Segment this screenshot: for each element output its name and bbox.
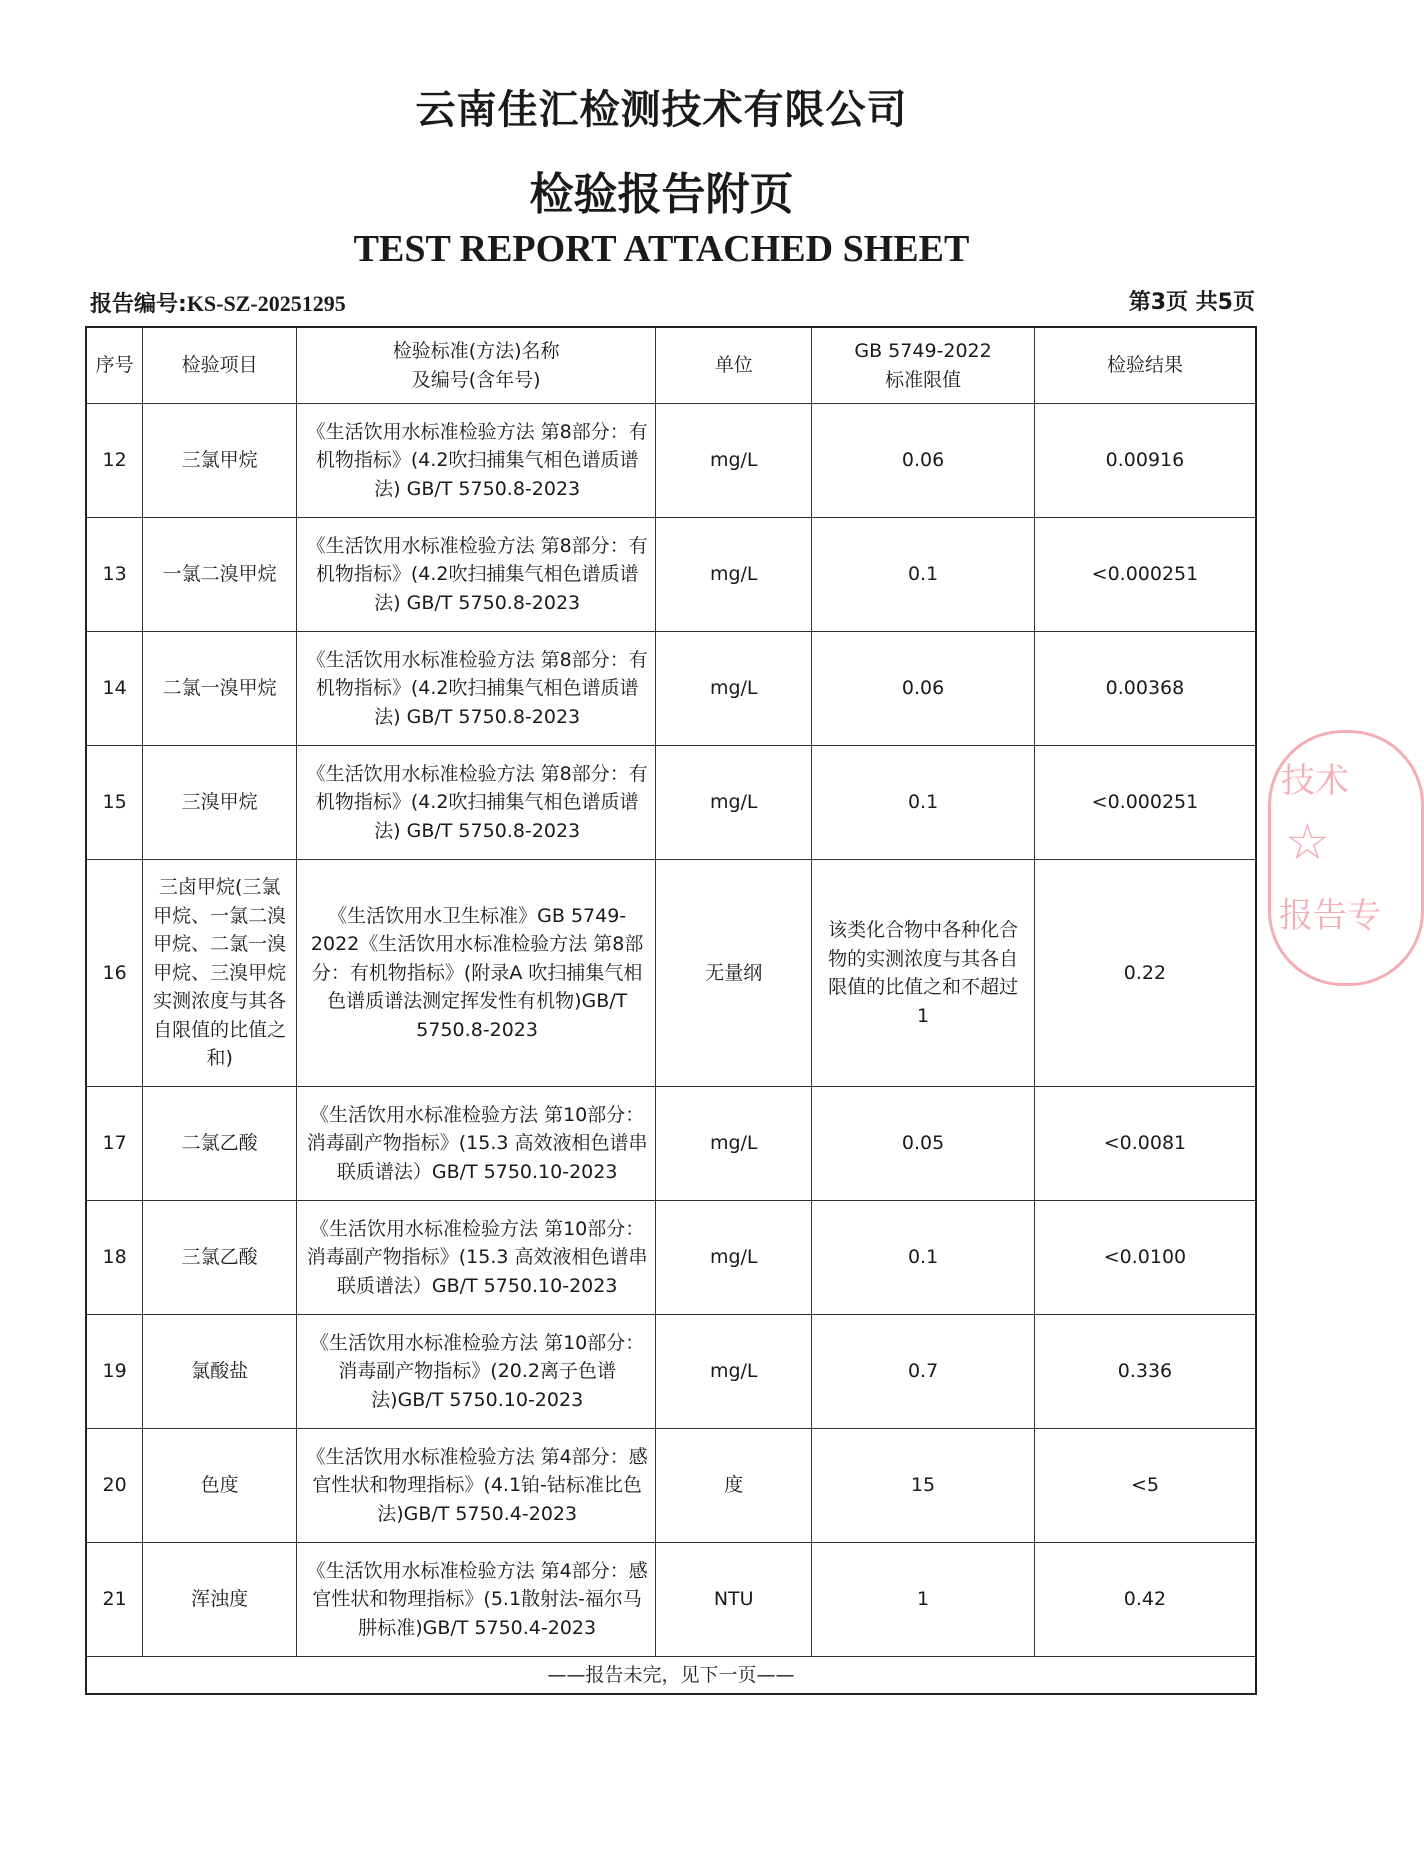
- row-no: 20: [86, 1429, 143, 1543]
- row-no: 14: [86, 632, 143, 746]
- col-header-result: 检验结果: [1034, 327, 1256, 404]
- company-name: 云南佳汇检测技术有限公司: [415, 87, 908, 133]
- row-item: 浑浊度: [143, 1543, 297, 1657]
- row-unit: mg/L: [656, 1315, 812, 1429]
- report-number-label: 报告编号:: [90, 292, 187, 317]
- table-footer-row: [86, 1657, 1256, 1695]
- row-unit: mg/L: [656, 404, 812, 518]
- table-row: [86, 1087, 1256, 1201]
- row-method: 《生活饮用水标准检验方法 第10部分：消毒副产物指标》(15.3 高效液相色谱串联质谱法）GB/T 5750.10-2023: [297, 1201, 656, 1315]
- row-method: 《生活饮用水标准检验方法 第10部分：消毒副产物指标》(20.2离子色谱法)GB/T 5750.10-2023: [297, 1315, 656, 1429]
- row-method: 《生活饮用水标准检验方法 第8部分：有机物指标》(4.2吹扫捕集气相色谱质谱法) GB/T 5750.8-2023: [297, 518, 656, 632]
- row-no: 17: [86, 1087, 143, 1201]
- row-item: 三氯乙酸: [143, 1201, 297, 1315]
- english-title: TEST REPORT ATTACHED SHEET: [353, 228, 970, 270]
- row-unit: 无量纲: [656, 860, 812, 1087]
- table-row: [86, 746, 1256, 860]
- col-header-limit: GB 5749-2022 标准限值: [812, 327, 1035, 404]
- row-result: <0.0100: [1034, 1201, 1256, 1315]
- report-number-value: KS-SZ-20251295: [186, 291, 346, 316]
- row-item: 三溴甲烷: [143, 746, 297, 860]
- row-limit: 0.06: [812, 404, 1035, 518]
- table-row: [86, 1429, 1256, 1543]
- row-limit: 0.1: [812, 746, 1035, 860]
- continuation-note: ——报告未完，见下一页——: [86, 1657, 1256, 1695]
- row-method: 《生活饮用水卫生标准》GB 5749-2022《生活饮用水标准检验方法 第8部分：有机物指标》(附录A 吹扫捕集气相色谱质谱法测定挥发性有机物)GB/T 5750.8-2023: [297, 860, 656, 1087]
- row-no: 15: [86, 746, 143, 860]
- row-result: 0.00916: [1034, 404, 1256, 518]
- col-header-item: 检验项目: [143, 327, 297, 404]
- row-item: 氯酸盐: [143, 1315, 297, 1429]
- row-no: 16: [86, 860, 143, 1087]
- row-result: 0.336: [1034, 1315, 1256, 1429]
- row-result: <0.000251: [1034, 746, 1256, 860]
- row-no: 18: [86, 1201, 143, 1315]
- row-no: 12: [86, 404, 143, 518]
- star-icon: ☆: [1285, 813, 1330, 871]
- row-unit: NTU: [656, 1543, 812, 1657]
- table-row: [86, 404, 1256, 518]
- report-subtitle: 检验报告附页: [529, 169, 794, 220]
- row-unit: mg/L: [656, 518, 812, 632]
- stamp-text-bottom: 报告专: [1279, 896, 1381, 936]
- stamp-text-top: 技术: [1281, 761, 1349, 801]
- row-method: 《生活饮用水标准检验方法 第8部分：有机物指标》(4.2吹扫捕集气相色谱质谱法) GB/T 5750.8-2023: [297, 746, 656, 860]
- row-unit: mg/L: [656, 632, 812, 746]
- row-limit: 0.1: [812, 1201, 1035, 1315]
- table-row: [86, 1315, 1256, 1429]
- row-unit: mg/L: [656, 1201, 812, 1315]
- row-unit: mg/L: [656, 746, 812, 860]
- row-method: 《生活饮用水标准检验方法 第4部分：感官性状和物理指标》(4.1铂-钴标准比色法)GB/T 5750.4-2023: [297, 1429, 656, 1543]
- row-result: <0.000251: [1034, 518, 1256, 632]
- row-unit: mg/L: [656, 1087, 812, 1201]
- row-method: 《生活饮用水标准检验方法 第8部分：有机物指标》(4.2吹扫捕集气相色谱质谱法) GB/T 5750.8-2023: [297, 632, 656, 746]
- col-header-method: 检验标准(方法)名称 及编号(含年号): [297, 327, 656, 404]
- row-item: 色度: [143, 1429, 297, 1543]
- row-limit: 0.05: [812, 1087, 1035, 1201]
- row-result: 0.42: [1034, 1543, 1256, 1657]
- col-header-unit: 单位: [656, 327, 812, 404]
- row-item: 二氯乙酸: [143, 1087, 297, 1201]
- row-result: 0.00368: [1034, 632, 1256, 746]
- report-number: [90, 287, 346, 318]
- seal-stamp: [1268, 730, 1424, 986]
- table-row: [86, 1543, 1256, 1657]
- row-limit: 1: [812, 1543, 1035, 1657]
- row-limit: 0.06: [812, 632, 1035, 746]
- row-limit: 该类化合物中各种化合物的实测浓度与其各自限值的比值之和不超过1: [812, 860, 1035, 1087]
- row-item: 一氯二溴甲烷: [143, 518, 297, 632]
- row-item: 三氯甲烷: [143, 404, 297, 518]
- row-limit: 0.1: [812, 518, 1035, 632]
- row-method: 《生活饮用水标准检验方法 第8部分：有机物指标》(4.2吹扫捕集气相色谱质谱法) GB/T 5750.8-2023: [297, 404, 656, 518]
- row-limit: 15: [812, 1429, 1035, 1543]
- col-header-no: 序号: [86, 327, 143, 404]
- table-row: [86, 1201, 1256, 1315]
- table-header-row: [86, 327, 1256, 404]
- row-no: 21: [86, 1543, 143, 1657]
- row-method: 《生活饮用水标准检验方法 第4部分：感官性状和物理指标》(5.1散射法-福尔马肼标准)GB/T 5750.4-2023: [297, 1543, 656, 1657]
- table-row: [86, 518, 1256, 632]
- row-result: 0.22: [1034, 860, 1256, 1087]
- row-limit: 0.7: [812, 1315, 1035, 1429]
- row-item: 三卤甲烷(三氯甲烷、一氯二溴甲烷、二氯一溴甲烷、三溴甲烷实测浓度与其各自限值的比值之和): [143, 860, 297, 1087]
- row-method: 《生活饮用水标准检验方法 第10部分：消毒副产物指标》(15.3 高效液相色谱串联质谱法）GB/T 5750.10-2023: [297, 1087, 656, 1201]
- table-row: [86, 632, 1256, 746]
- row-no: 19: [86, 1315, 143, 1429]
- row-result: <5: [1034, 1429, 1256, 1543]
- row-unit: 度: [656, 1429, 812, 1543]
- row-item: 二氯一溴甲烷: [143, 632, 297, 746]
- row-no: 13: [86, 518, 143, 632]
- results-table: [85, 326, 1257, 1695]
- row-result: <0.0081: [1034, 1087, 1256, 1201]
- page-info: 第3页 共5页: [1128, 290, 1255, 315]
- table-row: [86, 860, 1256, 1087]
